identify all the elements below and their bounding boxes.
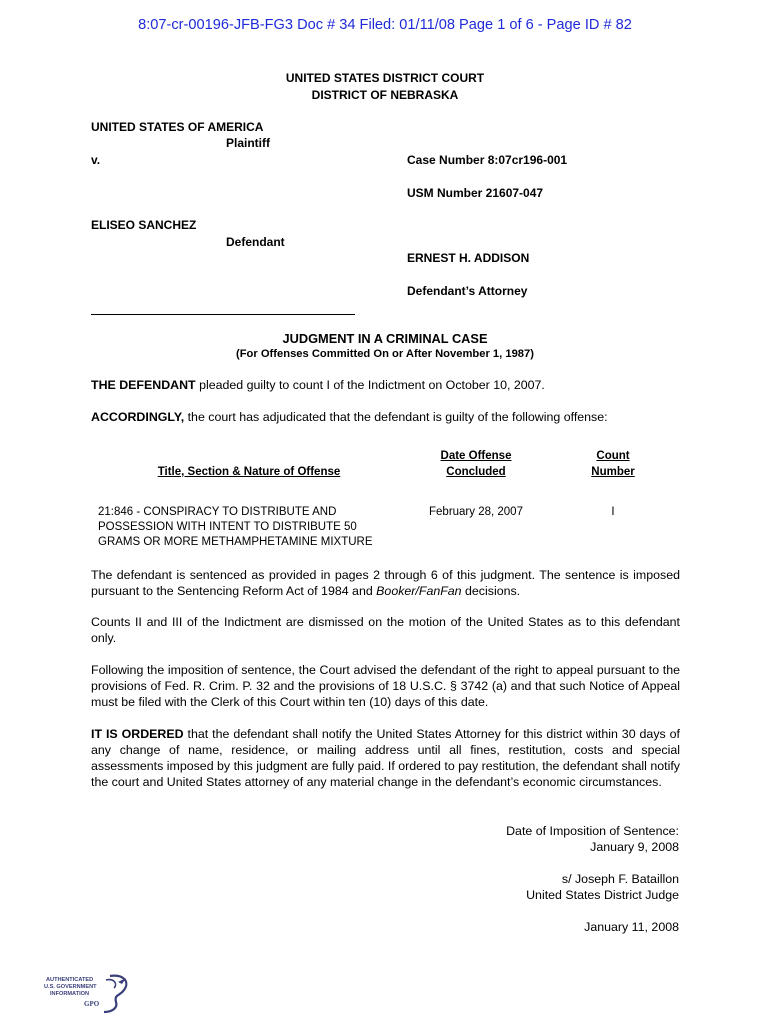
ordered-paragraph bbox=[91, 726, 680, 790]
dismissal-paragraph: Counts II and III of the Indictment are dismissed on the motion of the United States as to this defendant only. bbox=[91, 615, 680, 645]
svg-text:GPO: GPO bbox=[84, 1000, 100, 1008]
count-column-header bbox=[572, 448, 654, 480]
adjudication-lead: ACCORDINGLY, bbox=[91, 410, 185, 424]
offense-date: February 28, 2007 bbox=[429, 506, 523, 518]
ordered-lead: IT IS ORDERED bbox=[91, 727, 184, 741]
judge-title: United States District Judge bbox=[526, 888, 679, 902]
plea-lead: THE DEFENDANT bbox=[91, 378, 196, 392]
date-column-header bbox=[405, 448, 547, 480]
offense-description-line: GRAMS OR MORE METHAMPHETAMINE MIXTURE bbox=[98, 536, 373, 548]
versus: v. bbox=[91, 153, 101, 167]
plaintiff-role: Plaintiff bbox=[226, 136, 270, 150]
signed-date: January 11, 2008 bbox=[584, 920, 679, 934]
offense-column-label: Title, Section & Nature of Offense bbox=[157, 466, 341, 478]
offense-description-line: 21:846 - CONSPIRACY TO DISTRIBUTE AND bbox=[98, 506, 337, 518]
adjudication-statement bbox=[91, 409, 680, 425]
defendant-role: Defendant bbox=[226, 235, 285, 249]
judge-signature: s/ Joseph F. Bataillon bbox=[561, 872, 679, 886]
sentence-tail: decisions. bbox=[461, 584, 521, 598]
offense-column-header bbox=[120, 464, 378, 480]
court-district: DISTRICT OF NEBRASKA bbox=[311, 88, 459, 102]
table-row bbox=[98, 505, 373, 550]
sentence-italic: Booker/FanFan bbox=[376, 584, 462, 598]
appeal-paragraph: Following the imposition of sentence, the Court advised the defendant of the right to appeal pursuant to the provisions of Fed. R. Crim. P. 32 and the provisions of 18 U.S.C. § 3742 (a) and that such Notice of Appeal must be filed with the Clerk of this Court within ten (10) days of this date. bbox=[91, 663, 680, 709]
date-column-label-2: Concluded bbox=[446, 466, 506, 478]
court-name: UNITED STATES DISTRICT COURT bbox=[285, 71, 485, 85]
count-column-label-2: Number bbox=[591, 466, 635, 478]
gpo-eagle-icon bbox=[44, 972, 134, 1014]
caption-divider bbox=[91, 314, 355, 315]
offense-description-line: POSSESSION WITH INTENT TO DISTRIBUTE 50 bbox=[98, 521, 357, 533]
attorney-name: ERNEST H. ADDISON bbox=[407, 251, 530, 265]
imposition-date: January 9, 2008 bbox=[590, 840, 679, 854]
filing-header-stamp: 8:07-cr-00196-JFB-FG3 Doc # 34 Filed: 01/11/08 Page 1 of 6 - Page ID # 82 bbox=[138, 17, 632, 33]
sentence-paragraph bbox=[91, 567, 680, 599]
svg-text:INFORMATION: INFORMATION bbox=[50, 991, 90, 997]
plea-statement bbox=[91, 377, 680, 393]
judgment-title: JUDGMENT IN A CRIMINAL CASE bbox=[282, 331, 488, 346]
defendant-name: ELISEO SANCHEZ bbox=[91, 218, 197, 232]
plea-text: pleaded guilty to count I of the Indictment on October 10, 2007. bbox=[195, 378, 545, 392]
plaintiff-name: UNITED STATES OF AMERICA bbox=[91, 120, 264, 134]
date-column-label-1: Date Offense bbox=[440, 450, 512, 462]
imposition-label: Date of Imposition of Sentence: bbox=[506, 824, 679, 838]
offense-count: I bbox=[611, 506, 615, 518]
svg-text:U.S. GOVERNMENT: U.S. GOVERNMENT bbox=[44, 984, 97, 990]
ordered-text: that the defendant shall notify the United States Attorney for this district within 30 days of any change of name, residence, or mailing address until all fines, restitution, costs and special assessments imposed by this judgment are fully paid. If ordered to pay restitution, the defendant shall notify the court and United States attorney of any material change in the defendant’s economic circumstances. bbox=[91, 727, 680, 789]
sentence-text: The defendant is sentenced as provided in pages 2 through 6 of this judgment. The sentence is imposed pursuant to the Sentencing Reform Act of 1984 and bbox=[91, 568, 680, 598]
gpo-authenticated-logo bbox=[44, 972, 134, 1014]
usm-number: USM Number 21607-047 bbox=[407, 186, 544, 200]
case-number: Case Number 8:07cr196-001 bbox=[407, 153, 568, 167]
svg-text:AUTHENTICATED: AUTHENTICATED bbox=[46, 977, 94, 983]
judgment-subtitle: (For Offenses Committed On or After November 1, 1987) bbox=[236, 348, 534, 360]
attorney-role: Defendant’s Attorney bbox=[407, 284, 528, 298]
count-column-label-1: Count bbox=[596, 450, 630, 462]
adjudication-text: the court has adjudicated that the defendant is guilty of the following offense: bbox=[184, 410, 608, 424]
